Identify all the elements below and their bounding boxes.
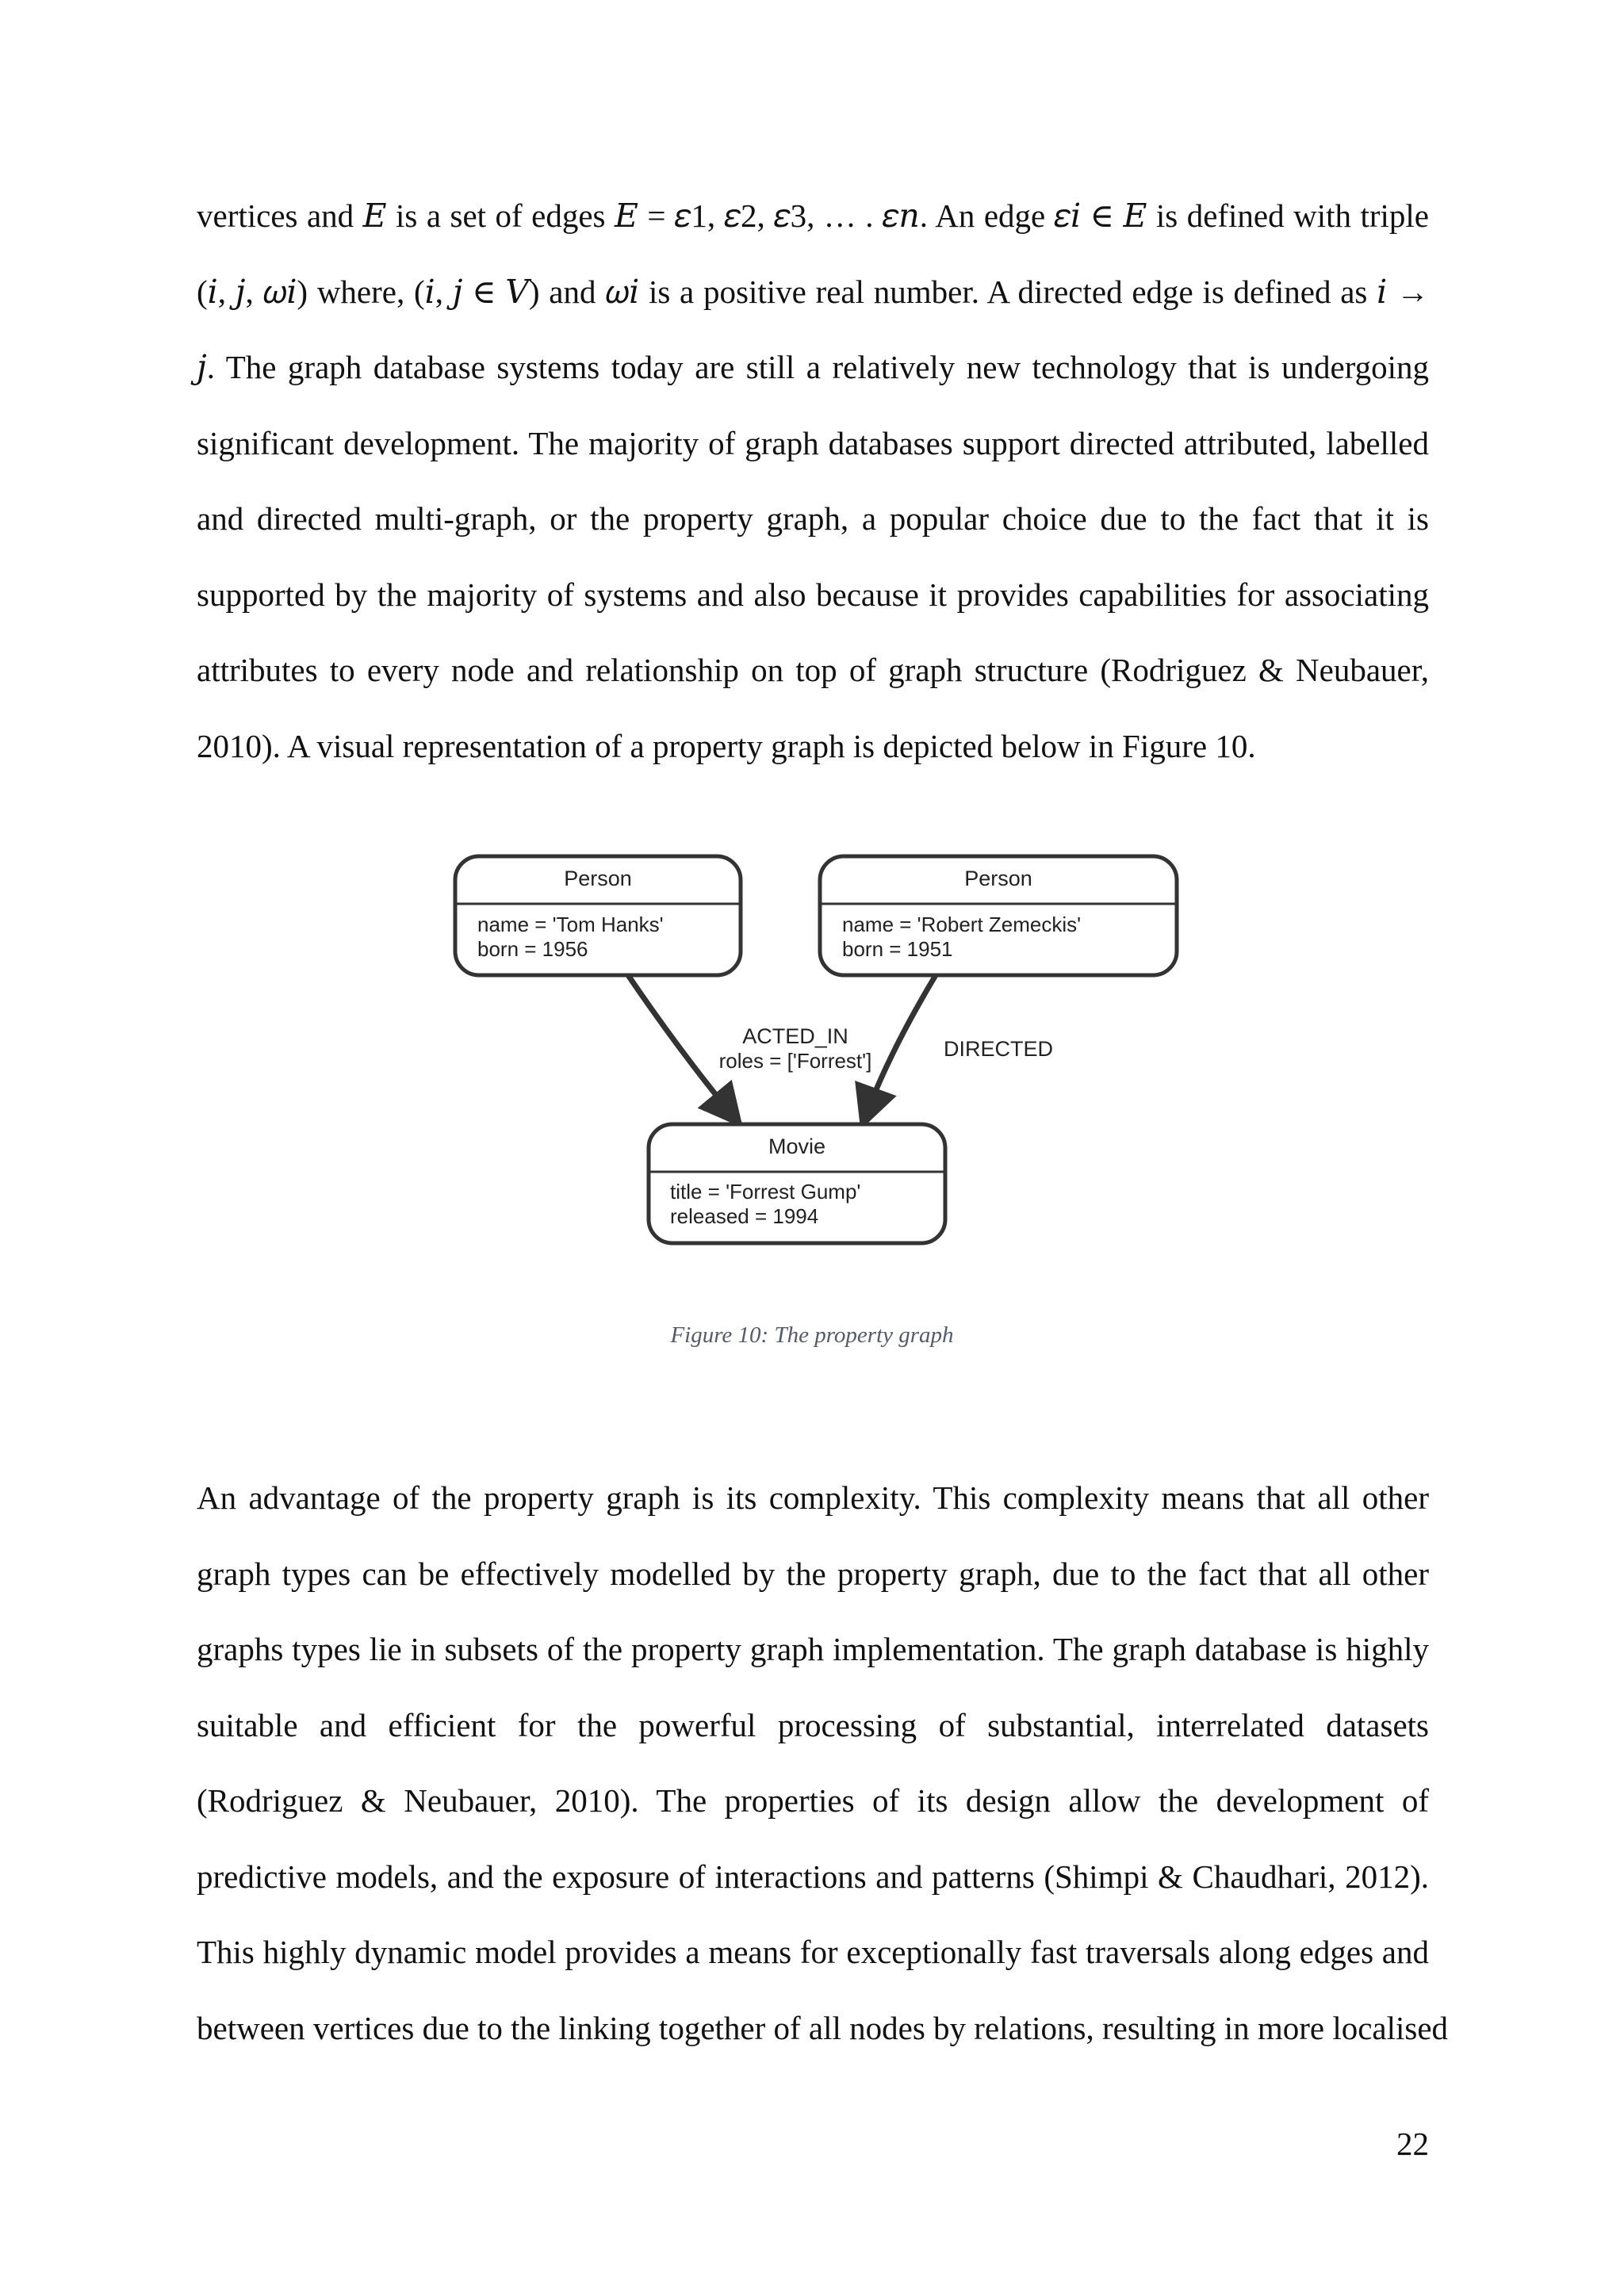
paragraph-line: 2010). A visual representation of a property graph is depicted below in Figure 10.	[197, 727, 1256, 764]
property-graph-figure	[444, 840, 1189, 1253]
paragraph-line: An advantage of the property graph is its complexity. This complexity means that all other	[197, 1479, 1429, 1516]
page-number: 22	[1396, 2126, 1429, 2162]
paragraph-line: (𝑖, 𝑗, 𝜔𝑖) where, (𝑖, 𝑗 ∈ 𝑉) and 𝜔𝑖 is a positive real number. A directed edge is defined as 𝑖 →	[197, 273, 1429, 310]
node-property: born = 1951	[842, 937, 953, 961]
paragraph-graph-definition	[197, 178, 1429, 784]
paragraph-line: predictive models, and the exposure of interactions and patterns (Shimpi & Chaudhari, 2012).	[197, 1858, 1429, 1895]
edge-label: DIRECTED	[944, 1037, 1054, 1061]
paragraph-line: suitable and efficient for the powerful processing of substantial, interrelated datasets	[197, 1706, 1429, 1743]
node-header: Person	[564, 867, 632, 890]
paragraph-line: significant development. The majority of graph databases support directed attributed, labelled	[197, 424, 1429, 461]
node-header: Movie	[768, 1135, 826, 1158]
paragraph-line: vertices and 𝐸 is a set of edges 𝐸 = 𝜀1, 𝜀2, 𝜀3, … . 𝜀𝑛. An edge 𝜀𝑖 ∈ 𝐸 is defined with triple	[197, 197, 1429, 234]
node-property: born = 1956	[477, 937, 588, 961]
paragraph-property-graph-advantages	[197, 1460, 1449, 2066]
node-header: Person	[964, 867, 1032, 890]
paragraph-line: graphs types lie in subsets of the property graph implementation. The graph database is highly	[197, 1631, 1429, 1667]
paragraph-line: graph types can be effectively modelled by the property graph, due to the fact that all other	[197, 1555, 1429, 1592]
node-property: title = 'Forrest Gump'	[670, 1180, 861, 1203]
paragraph-line: This highly dynamic model provides a means for exceptionally fast traversals along edges and	[197, 1934, 1429, 1970]
edge-property: roles = ['Forrest']	[718, 1049, 872, 1073]
paragraph-line: and directed multi-graph, or the property graph, a popular choice due to the fact that it is	[197, 500, 1429, 537]
paragraph-line: 𝑗. The graph database systems today are still a relatively new technology that is undergoing	[197, 349, 1429, 385]
node-person-robert-zemeckis	[820, 856, 1177, 975]
edge-label: ACTED_IN	[742, 1024, 848, 1048]
node-person-tom-hanks	[455, 856, 741, 975]
edge-acted-in	[628, 975, 736, 1119]
edge-directed	[864, 975, 936, 1119]
paragraph-line: (Rodriguez & Neubauer, 2010). The properties of its design allow the development of	[197, 1782, 1429, 1819]
paragraph-line: attributes to every node and relationship on top of graph structure (Rodriguez & Neubauer,	[197, 652, 1429, 688]
node-property: released = 1994	[670, 1204, 819, 1228]
node-property: name = 'Robert Zemeckis'	[842, 913, 1082, 936]
figure-caption: Figure 10: The property graph	[670, 1322, 954, 1348]
paragraph-line: supported by the majority of systems and also because it provides capabilities for associating	[197, 576, 1429, 613]
paragraph-line: between vertices due to the linking together of all nodes by relations, resulting in more localised	[197, 2009, 1449, 2046]
node-movie-forrest-gump	[649, 1124, 945, 1243]
node-property: name = 'Tom Hanks'	[477, 913, 664, 936]
